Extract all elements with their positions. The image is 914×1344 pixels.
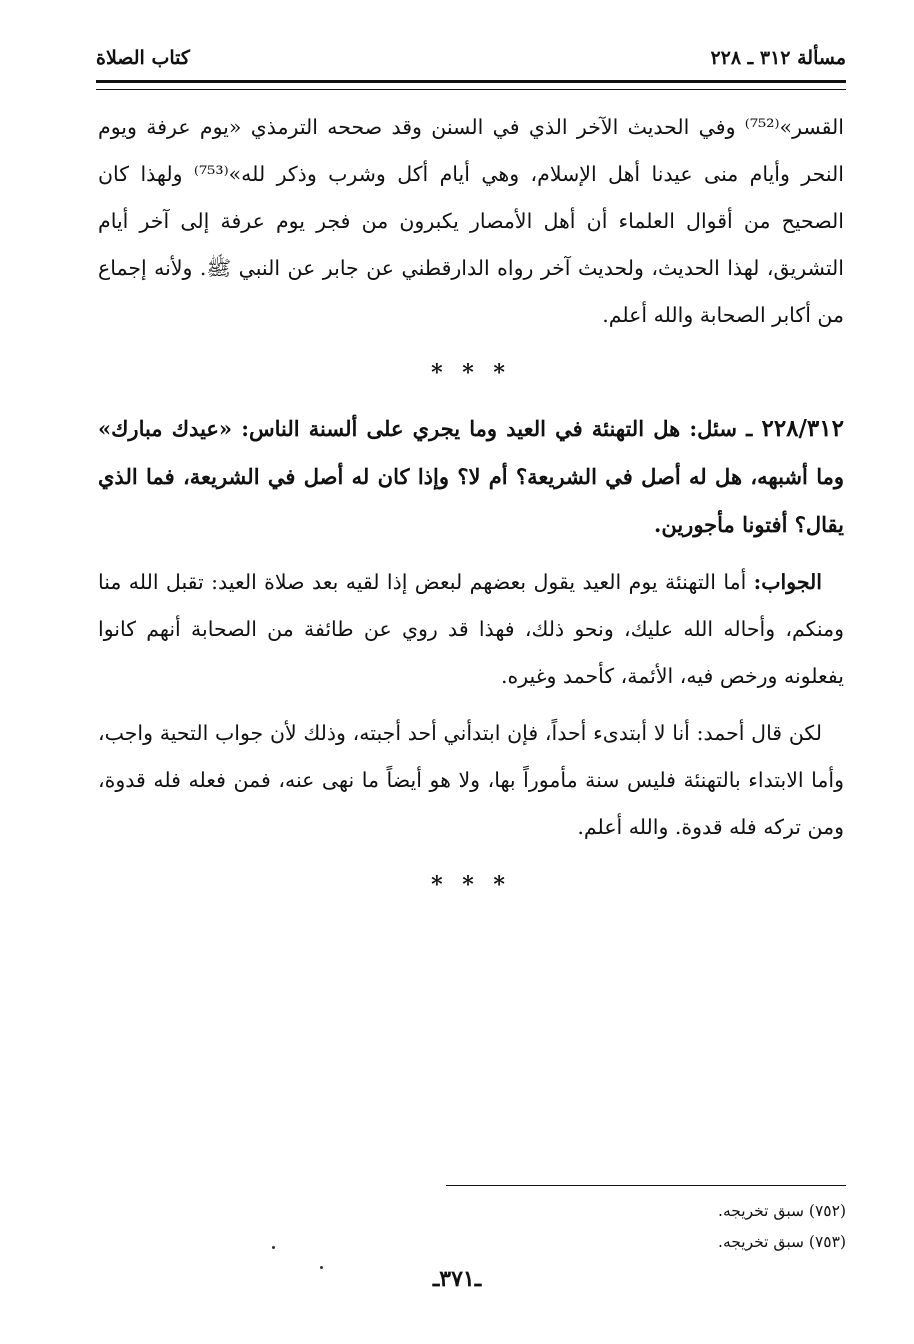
- answer-paragraph-2: لكن قال أحمد: أنا لا أبتدىء أحداً، فإن ابتدأني أحد أجبته، وذلك لأن جواب التحية واجب، وأما الابتداء بالتهنئة فليس سنة مأموراً بها، ولا هو أيضاً ما نهى عنه، فمن فعله فله قدوة، ومن تركه فله قدوة. والله أعلم.: [98, 721, 844, 839]
- footnote-753: (٧٥٣) سبق تخريجه.: [718, 1233, 846, 1251]
- main-text: [98, 104, 844, 917]
- question-text: ـ سئل: هل التهنئة في العيد وما يجري على ألسنة الناس: «عيدك مبارك» وما أشبهه، هل له أصل في الشريعة؟ أم لا؟ وإذا كان له أصل في الشريعة، فما الذي يقال؟ أفتونا مأجورين.: [98, 416, 844, 537]
- page-number-value: ٣٧١: [439, 1266, 475, 1292]
- page-number: [0, 1266, 914, 1292]
- footnotes: [426, 1196, 846, 1258]
- question-number: ٢٢٨/٣١٢: [761, 415, 844, 442]
- footnote-rule: [446, 1185, 846, 1186]
- header-rule: [96, 80, 846, 90]
- answer-label: الجواب:: [753, 570, 822, 594]
- section-separator-end: * * *: [431, 872, 511, 898]
- scan-speck: [320, 1266, 323, 1269]
- question-paragraph: [98, 405, 844, 549]
- issue-reference: مسألة ٣١٢ ـ ٢٢٨: [710, 47, 846, 69]
- answer-text: أما التهنئة يوم العيد يقول بعضهم لبعض إذا لقيه بعد صلاة العيد: تقبل الله منا ومنكم، وأحاله الله عليك، ونحو ذلك، فهذا قد روي عن طائفة من الصحابة أنهم كانوا يفعلونه ورخص فيه، الأئمة، كأحمد وغيره.: [98, 570, 844, 688]
- scan-speck: [272, 1246, 275, 1249]
- answer-paragraph: [98, 559, 844, 700]
- running-header: [96, 40, 846, 76]
- section-separator: * * *: [431, 360, 511, 386]
- page-number-dash-end: ـ: [432, 1266, 440, 1292]
- page-number-dash: ـ: [474, 1266, 482, 1292]
- intro-paragraph: القسر»⁽⁷⁵²⁾ وفي الحديث الآخر الذي في السنن وقد صححه الترمذي «يوم عرفة ويوم النحر وأيام منى عيدنا أهل الإسلام، وهي أيام أكل وشرب وذكر لله»⁽⁷⁵³⁾ ولهذا كان الصحيح من أقوال العلماء أن أهل الأمصار يكبرون من فجر يوم عرفة إلى آخر أيام التشريق، لهذا الحديث، ولحديث آخر رواه الدارقطني عن جابر عن النبي ﷺ. ولأنه إجماع من أكابر الصحابة والله أعلم.: [98, 115, 844, 327]
- footnote-752: (٧٥٢) سبق تخريجه.: [718, 1202, 846, 1220]
- book-title: كتاب الصلاة: [96, 47, 190, 69]
